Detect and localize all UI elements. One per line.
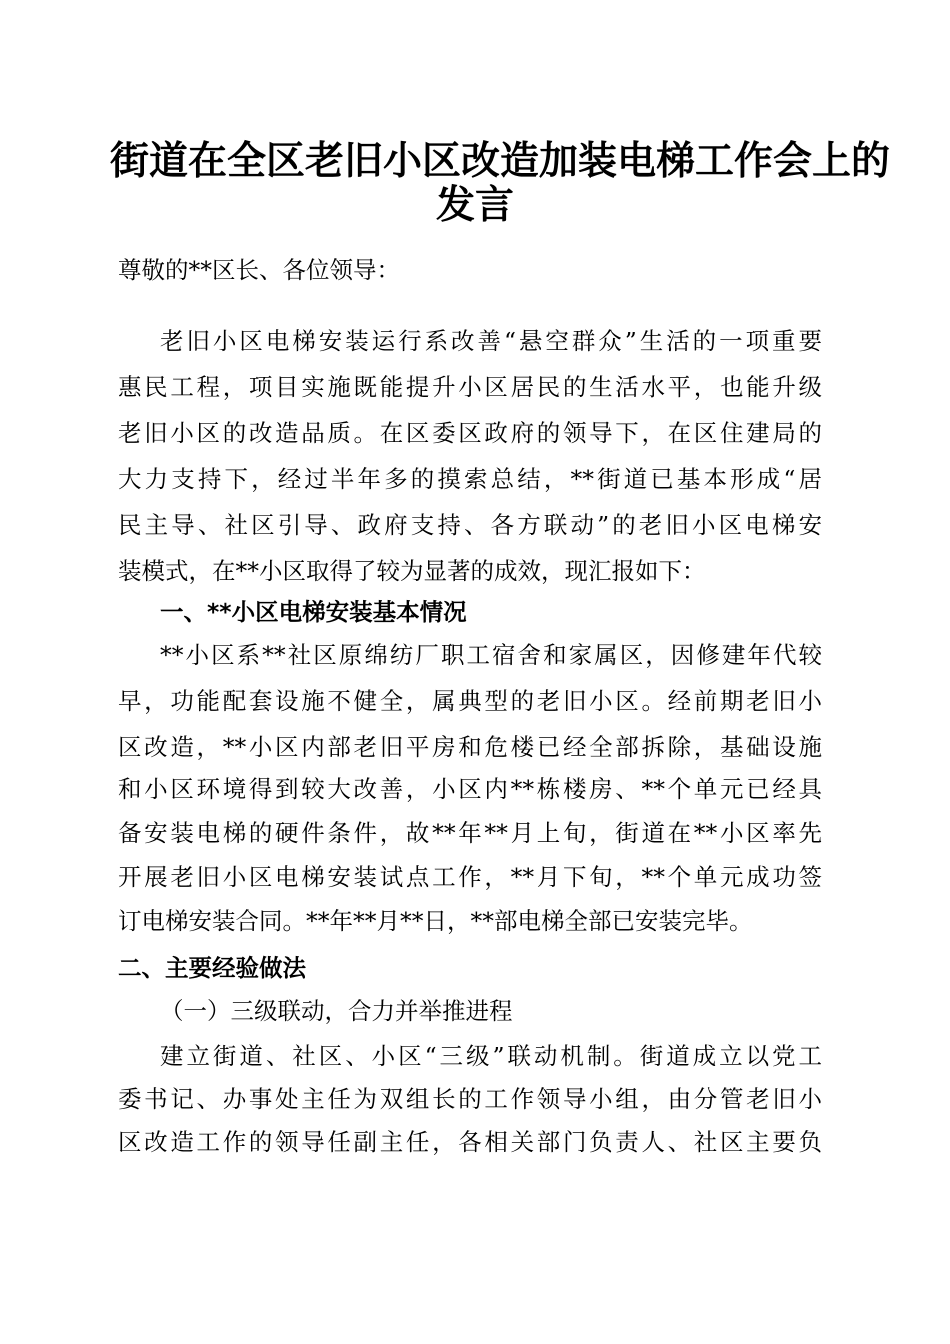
paragraph-line: 区改造，**小区内部老旧平房和危楼已经全部拆除，基础设施 — [118, 733, 822, 761]
document-title-line-1: 街道在全区老旧小区改造加装电梯工作会上的 — [110, 138, 891, 184]
paragraph-line: 装模式，在**小区取得了较为显著的成效，现汇报如下： — [118, 557, 706, 585]
paragraph-line: 建立街道、社区、小区“三级”联动机制。街道成立以党工 — [160, 1042, 822, 1070]
document-title-line-2: 发言 — [435, 182, 514, 228]
paragraph-line: 订电梯安装合同。**年**月**日，**部电梯全部已安装完毕。 — [118, 907, 753, 935]
paragraph-line: 老旧小区电梯安装运行系改善“悬空群众”生活的一项重要 — [160, 327, 822, 355]
paragraph-line: 备安装电梯的硬件条件，故**年**月上旬，街道在**小区率先 — [118, 819, 822, 847]
paragraph-line: 和小区环境得到较大改善，小区内**栋楼房、**个单元已经具 — [118, 775, 822, 803]
subsection-heading-1: （一）三级联动，合力并举推进程 — [160, 997, 513, 1025]
section-heading-1: 一、**小区电梯安装基本情况 — [160, 598, 467, 626]
paragraph-line: 早，功能配套设施不健全，属典型的老旧小区。经前期老旧小 — [118, 687, 822, 715]
section-heading-2: 二、主要经验做法 — [118, 954, 306, 982]
paragraph-line: 大力支持下，经过半年多的摸索总结，**街道已基本形成“居 — [118, 465, 822, 493]
paragraph-line: 委书记、办事处主任为双组长的工作领导小组，由分管老旧小 — [118, 1085, 822, 1113]
paragraph-line: 民主导、社区引导、政府支持、各方联动”的老旧小区电梯安 — [118, 511, 822, 539]
paragraph-line: 区改造工作的领导任副主任，各相关部门负责人、社区主要负 — [118, 1128, 822, 1156]
paragraph-line: 老旧小区的改造品质。在区委区政府的领导下，在区住建局的 — [118, 419, 822, 447]
salutation: 尊敬的**区长、各位领导： — [118, 256, 400, 284]
paragraph-line: 开展老旧小区电梯安装试点工作，**月下旬，**个单元成功签 — [118, 863, 822, 891]
paragraph-line: **小区系**社区原绵纺厂职工宿舍和家属区，因修建年代较 — [160, 641, 822, 669]
paragraph-line: 惠民工程，项目实施既能提升小区居民的生活水平，也能升级 — [118, 373, 822, 401]
